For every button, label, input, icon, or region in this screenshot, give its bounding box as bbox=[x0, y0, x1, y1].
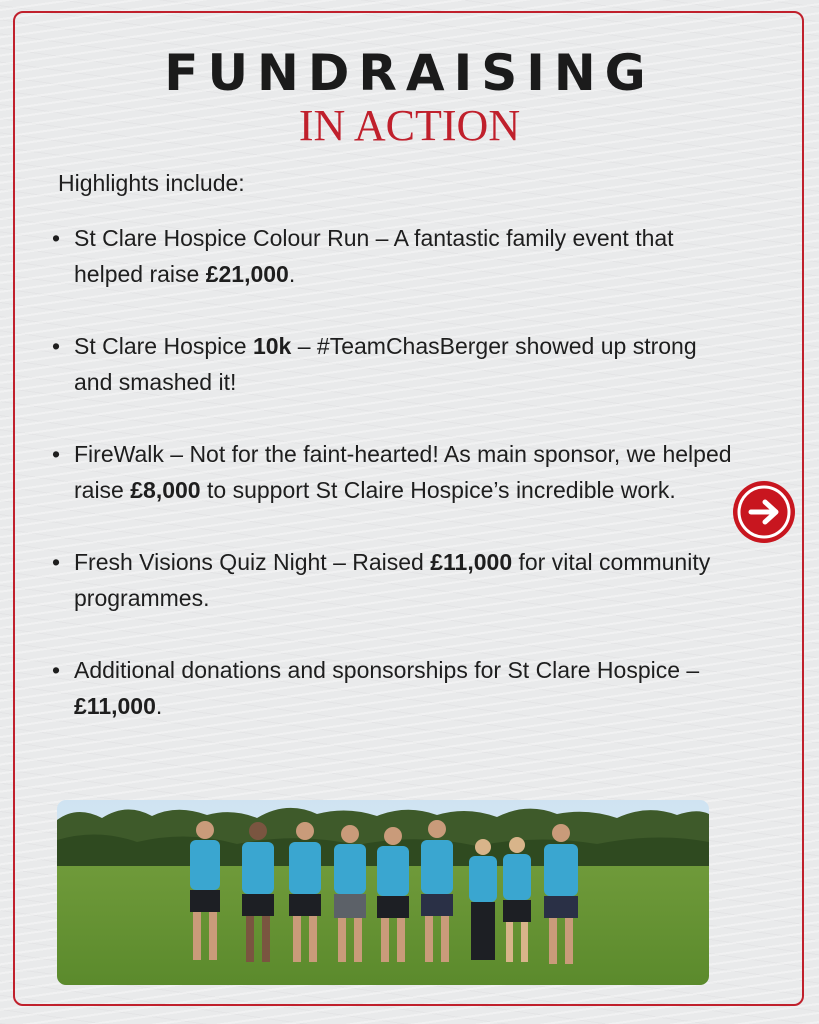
page-subtitle: IN ACTION bbox=[298, 101, 521, 150]
page-title: FUNDRAISING bbox=[164, 44, 655, 102]
item-amount: £11,000 bbox=[74, 693, 156, 719]
item-amount: £21,000 bbox=[205, 261, 289, 287]
item-text-end: . bbox=[155, 693, 163, 719]
bullet: • bbox=[52, 549, 61, 575]
item-text-end: to support St Claire Hospice’s incredible work. bbox=[200, 477, 676, 503]
highlights-intro: Highlights include: bbox=[58, 170, 245, 196]
item-text: FireWalk – Not for the faint-hearted! As main sponsor, we helped raise bbox=[74, 441, 732, 503]
list-item bbox=[52, 220, 732, 292]
team-photo-illustration bbox=[57, 800, 709, 985]
item-amount: £8,000 bbox=[130, 477, 201, 503]
bullet: • bbox=[52, 225, 61, 251]
item-text: Additional donations and sponsorships for St Clare Hospice – bbox=[74, 657, 700, 683]
item-text: St Clare Hospice bbox=[74, 333, 253, 359]
highlights-list bbox=[52, 220, 732, 760]
team-photo bbox=[57, 800, 709, 985]
item-text-end: – #TeamChasBerger showed up strong and smashed it! bbox=[74, 333, 697, 395]
next-button[interactable] bbox=[733, 481, 795, 543]
item-text: Fresh Visions Quiz Night – Raised bbox=[74, 549, 431, 575]
list-item bbox=[52, 436, 732, 508]
item-amount: £11,000 bbox=[430, 549, 513, 575]
bullet: • bbox=[52, 333, 61, 359]
item-text-end: . bbox=[288, 261, 296, 287]
list-item bbox=[52, 544, 732, 616]
list-item bbox=[52, 652, 732, 724]
item-amount: 10k bbox=[252, 333, 292, 359]
item-text: St Clare Hospice Colour Run – A fantastic family event that helped raise bbox=[74, 225, 674, 287]
bullet: • bbox=[52, 441, 61, 467]
arrow-right-icon bbox=[733, 481, 795, 543]
bullet: • bbox=[52, 657, 61, 683]
item-text-end: for vital community programmes. bbox=[74, 549, 711, 611]
list-item bbox=[52, 328, 732, 400]
